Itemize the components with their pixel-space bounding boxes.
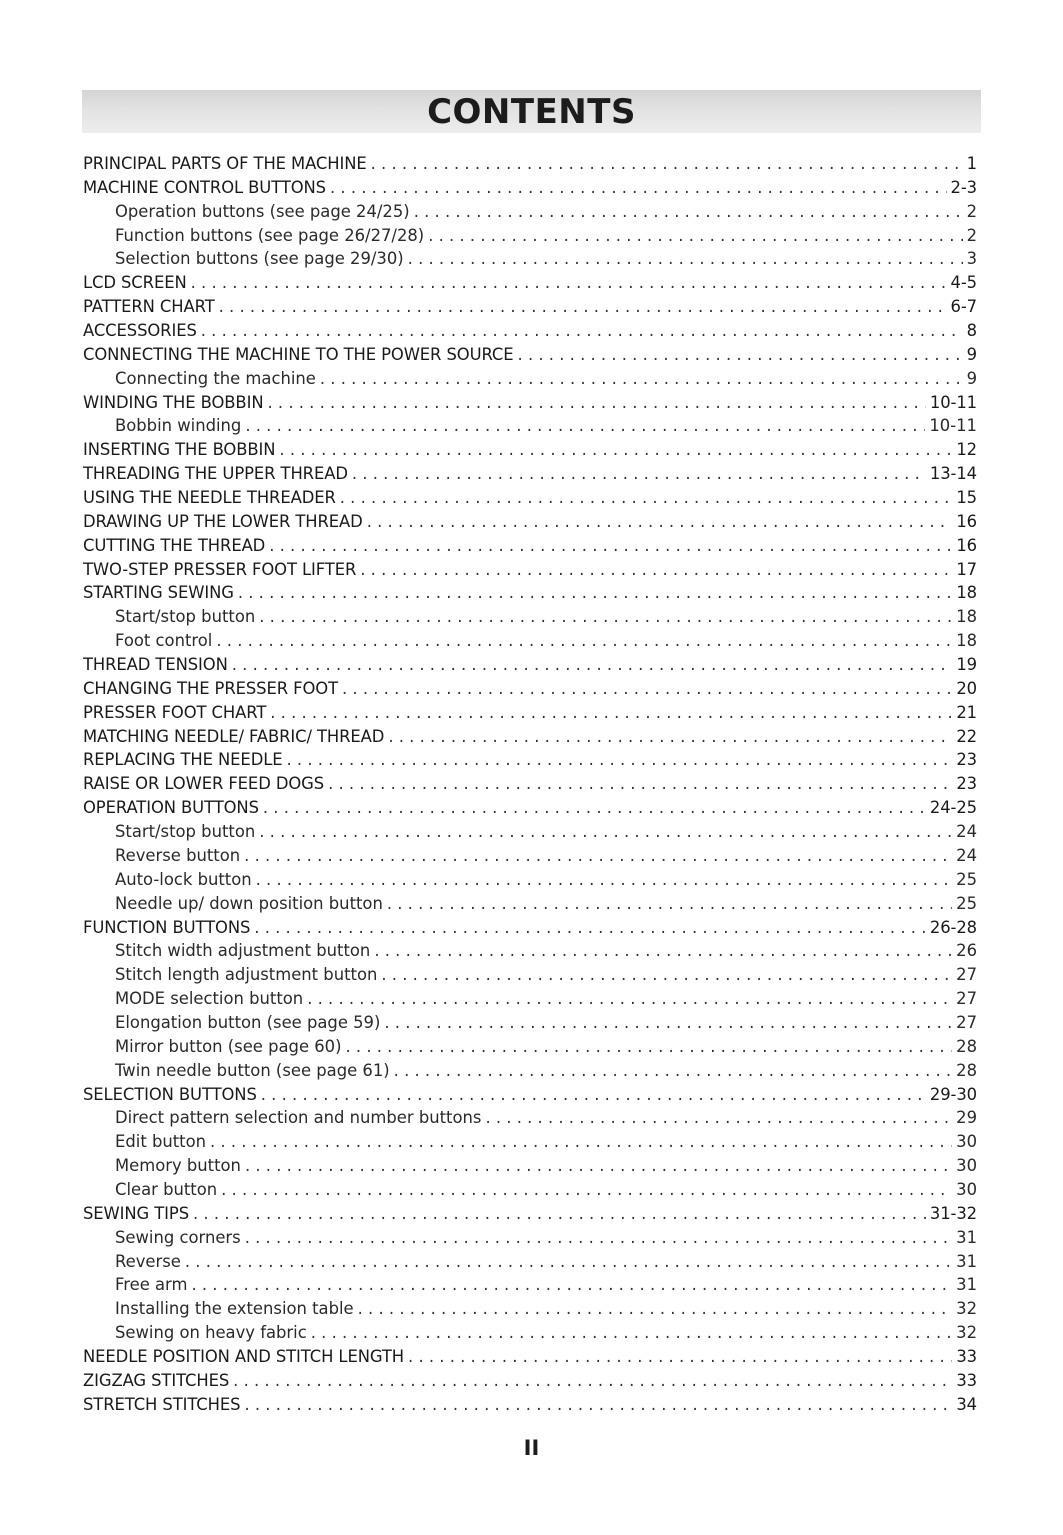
toc-dot-leader bbox=[279, 438, 952, 462]
toc-entry-label: Auto-lock button bbox=[115, 869, 252, 889]
toc-entry-page: 18 bbox=[956, 583, 977, 603]
toc-entry-label: Start/stop button bbox=[115, 607, 256, 627]
toc-entry-page: 26 bbox=[956, 941, 977, 961]
toc-dot-leader bbox=[232, 653, 953, 677]
toc-dot-leader bbox=[381, 963, 952, 987]
toc-entry-label: Memory button bbox=[115, 1156, 241, 1176]
toc-dot-leader bbox=[345, 1035, 952, 1059]
toc-section-entry bbox=[83, 725, 977, 749]
toc-subsection-entry bbox=[83, 1035, 977, 1059]
toc-entry-label: Mirror button (see page 60) bbox=[115, 1036, 342, 1056]
toc-entry-label: ZIGZAG STITCHES bbox=[83, 1370, 230, 1390]
toc-subsection-entry bbox=[83, 892, 977, 916]
toc-entry-page: 29-30 bbox=[929, 1084, 977, 1104]
toc-entry-label: NEEDLE POSITION AND STITCH LENGTH bbox=[83, 1346, 405, 1366]
toc-entry-page: 32 bbox=[956, 1299, 977, 1319]
toc-entry-label: Installing the extension table bbox=[115, 1299, 354, 1319]
toc-entry-label: Elongation button (see page 59) bbox=[115, 1012, 381, 1032]
toc-entry-page: 24 bbox=[956, 822, 977, 842]
toc-entry-page: 2-3 bbox=[950, 177, 977, 197]
toc-entry-label: INSERTING THE BOBBIN bbox=[83, 440, 276, 460]
toc-section-entry bbox=[83, 462, 977, 486]
toc-entry-page: 2 bbox=[966, 225, 977, 245]
toc-subsection-entry bbox=[83, 247, 977, 271]
toc-entry-page: 29 bbox=[956, 1108, 977, 1128]
toc-dot-leader bbox=[307, 987, 952, 1011]
toc-dot-leader bbox=[191, 1273, 952, 1297]
toc-subsection-entry bbox=[83, 1250, 977, 1274]
toc-dot-leader bbox=[320, 367, 963, 391]
toc-dot-leader bbox=[201, 319, 963, 343]
toc-section-entry bbox=[83, 916, 977, 940]
toc-entry-label: STARTING SEWING bbox=[83, 583, 234, 603]
toc-entry-label: WINDING THE BOBBIN bbox=[83, 392, 264, 412]
toc-entry-label: LCD SCREEN bbox=[83, 273, 187, 293]
toc-entry-page: 20 bbox=[956, 678, 977, 698]
toc-section-entry bbox=[83, 1345, 977, 1369]
toc-entry-page: 21 bbox=[956, 702, 977, 722]
toc-entry-label: SEWING TIPS bbox=[83, 1203, 190, 1223]
toc-entry-label: Clear button bbox=[115, 1179, 218, 1199]
toc-subsection-entry bbox=[83, 1130, 977, 1154]
toc-dot-leader bbox=[358, 1297, 953, 1321]
toc-dot-leader bbox=[342, 677, 952, 701]
toc-entry-page: 23 bbox=[956, 750, 977, 770]
toc-dot-leader bbox=[261, 1083, 926, 1107]
toc-section-entry bbox=[83, 748, 977, 772]
toc-dot-leader bbox=[287, 748, 953, 772]
toc-dot-leader bbox=[259, 820, 952, 844]
toc-subsection-entry bbox=[83, 414, 977, 438]
toc-entry-page: 27 bbox=[956, 1012, 977, 1032]
toc-entry-page: 22 bbox=[956, 726, 977, 746]
toc-entry-page: 13-14 bbox=[929, 464, 977, 484]
toc-entry-label: REPLACING THE NEEDLE bbox=[83, 750, 283, 770]
toc-entry-label: Connecting the machine bbox=[115, 368, 316, 388]
toc-section-entry bbox=[83, 653, 977, 677]
toc-subsection-entry bbox=[83, 868, 977, 892]
toc-entry-page: 19 bbox=[956, 655, 977, 675]
toc-entry-page: 34 bbox=[956, 1394, 977, 1414]
toc-dot-leader bbox=[428, 224, 962, 248]
toc-entry-label: MODE selection button bbox=[115, 989, 304, 1009]
toc-subsection-entry bbox=[83, 1059, 977, 1083]
toc-entry-page: 4-5 bbox=[950, 273, 977, 293]
toc-entry-label: Operation buttons (see page 24/25) bbox=[115, 201, 410, 221]
toc-entry-label: Twin needle button (see page 61) bbox=[115, 1060, 390, 1080]
toc-entry-page: 25 bbox=[956, 893, 977, 913]
toc-dot-leader bbox=[270, 701, 952, 725]
toc-entry-label: Stitch length adjustment button bbox=[115, 965, 378, 985]
toc-entry-page: 3 bbox=[966, 249, 977, 269]
toc-entry-label: Bobbin winding bbox=[115, 416, 242, 436]
toc-entry-page: 25 bbox=[956, 869, 977, 889]
toc-entry-page: 33 bbox=[956, 1346, 977, 1366]
page-title: CONTENTS bbox=[427, 92, 636, 132]
toc-subsection-entry bbox=[83, 367, 977, 391]
toc-entry-label: Stitch width adjustment button bbox=[115, 941, 371, 961]
toc-dot-leader bbox=[254, 916, 926, 940]
toc-entry-label: Edit button bbox=[115, 1132, 207, 1152]
toc-entry-page: 6-7 bbox=[950, 297, 977, 317]
toc-entry-label: FUNCTION BUTTONS bbox=[83, 917, 251, 937]
toc-dot-leader bbox=[244, 1393, 952, 1417]
toc-section-entry bbox=[83, 701, 977, 725]
toc-entry-page: 31 bbox=[956, 1275, 977, 1295]
toc-dot-leader bbox=[191, 271, 947, 295]
toc-entry-label: THREAD TENSION bbox=[83, 655, 228, 675]
toc-entry-page: 10-11 bbox=[929, 392, 977, 412]
toc-entry-label: Function buttons (see page 26/27/28) bbox=[115, 225, 425, 245]
toc-entry-label: Needle up/ down position button bbox=[115, 893, 383, 913]
toc-entry-label: Start/stop button bbox=[115, 822, 256, 842]
toc-entry-page: 26-28 bbox=[929, 917, 977, 937]
toc-section-entry bbox=[83, 772, 977, 796]
toc-entry-label: MATCHING NEEDLE/ FABRIC/ THREAD bbox=[83, 726, 385, 746]
toc-dot-leader bbox=[384, 1011, 952, 1035]
toc-dot-leader bbox=[245, 1226, 952, 1250]
toc-dot-leader bbox=[371, 152, 963, 176]
toc-dot-leader bbox=[340, 486, 953, 510]
toc-entry-page: 8 bbox=[966, 321, 977, 341]
toc-entry-label: PRINCIPAL PARTS OF THE MACHINE bbox=[83, 154, 367, 173]
toc-section-entry bbox=[83, 438, 977, 462]
toc-entry-label: Sewing corners bbox=[115, 1227, 241, 1247]
toc-entry-page: 30 bbox=[956, 1156, 977, 1176]
toc-dot-leader bbox=[328, 772, 952, 796]
toc-dot-leader bbox=[256, 868, 953, 892]
toc-section-entry bbox=[83, 391, 977, 415]
toc-entry-label: Sewing on heavy fabric bbox=[115, 1323, 307, 1343]
toc-subsection-entry bbox=[83, 844, 977, 868]
toc-entry-page: 28 bbox=[956, 1036, 977, 1056]
toc-subsection-entry bbox=[83, 820, 977, 844]
toc-dot-leader bbox=[408, 1345, 952, 1369]
toc-dot-leader bbox=[330, 176, 947, 200]
toc-entry-page: 9 bbox=[966, 368, 977, 388]
toc-dot-leader bbox=[245, 1154, 952, 1178]
toc-dot-leader bbox=[185, 1250, 952, 1274]
toc-subsection-entry bbox=[83, 1273, 977, 1297]
toc-entry-page: 23 bbox=[956, 774, 977, 794]
toc-section-entry bbox=[83, 319, 977, 343]
toc-subsection-entry bbox=[83, 963, 977, 987]
toc-section-entry bbox=[83, 1393, 977, 1417]
toc-subsection-entry bbox=[83, 224, 977, 248]
toc-entry-page: 24 bbox=[956, 845, 977, 865]
toc-dot-leader bbox=[485, 1106, 952, 1130]
toc-entry-label: USING THE NEEDLE THREADER bbox=[83, 488, 336, 508]
toc-dot-leader bbox=[367, 510, 953, 534]
toc-entry-label: RAISE OR LOWER FEED DOGS bbox=[83, 774, 325, 794]
toc-entry-label: Selection buttons (see page 29/30) bbox=[115, 249, 404, 269]
toc-section-entry bbox=[83, 271, 977, 295]
toc-section-entry bbox=[83, 1202, 977, 1226]
toc-dot-leader bbox=[259, 605, 952, 629]
toc-section-entry bbox=[83, 581, 977, 605]
toc-dot-leader bbox=[394, 1059, 952, 1083]
toc-entry-page: 28 bbox=[956, 1060, 977, 1080]
toc-dot-leader bbox=[518, 343, 963, 367]
toc-section-entry bbox=[83, 1369, 977, 1393]
toc-entry-page: 1 bbox=[966, 154, 977, 173]
toc-entry-page: 16 bbox=[956, 511, 977, 531]
toc-dot-leader bbox=[210, 1130, 952, 1154]
toc-dot-leader bbox=[193, 1202, 926, 1226]
toc-section-entry bbox=[83, 152, 977, 176]
toc-section-entry bbox=[83, 677, 977, 701]
table-of-contents bbox=[83, 152, 977, 1417]
toc-entry-page: 10-11 bbox=[929, 416, 977, 436]
toc-subsection-entry bbox=[83, 1106, 977, 1130]
toc-entry-label: PATTERN CHART bbox=[83, 297, 215, 317]
toc-entry-page: 30 bbox=[956, 1179, 977, 1199]
toc-dot-leader bbox=[408, 247, 963, 271]
toc-entry-page: 30 bbox=[956, 1132, 977, 1152]
toc-dot-leader bbox=[360, 558, 952, 582]
toc-subsection-entry bbox=[83, 1321, 977, 1345]
toc-section-entry bbox=[83, 510, 977, 534]
toc-entry-page: 17 bbox=[956, 559, 977, 579]
toc-entry-label: THREADING THE UPPER THREAD bbox=[83, 464, 348, 484]
toc-entry-page: 33 bbox=[956, 1370, 977, 1390]
toc-dot-leader bbox=[219, 295, 947, 319]
toc-entry-page: 24-25 bbox=[929, 798, 977, 818]
toc-subsection-entry bbox=[83, 1178, 977, 1202]
toc-entry-label: ACCESSORIES bbox=[83, 321, 197, 341]
toc-entry-label: PRESSER FOOT CHART bbox=[83, 702, 267, 722]
toc-entry-label: CHANGING THE PRESSER FOOT bbox=[83, 678, 338, 698]
toc-section-entry bbox=[83, 1083, 977, 1107]
toc-dot-leader bbox=[221, 1178, 952, 1202]
toc-dot-leader bbox=[267, 391, 925, 415]
toc-section-entry bbox=[83, 534, 977, 558]
toc-entry-label: Reverse button bbox=[115, 845, 241, 865]
toc-dot-leader bbox=[216, 629, 952, 653]
toc-entry-label: TWO-STEP PRESSER FOOT LIFTER bbox=[83, 559, 357, 579]
toc-subsection-entry bbox=[83, 1297, 977, 1321]
toc-entry-page: 27 bbox=[956, 965, 977, 985]
toc-dot-leader bbox=[263, 796, 926, 820]
toc-subsection-entry bbox=[83, 1154, 977, 1178]
toc-dot-leader bbox=[311, 1321, 952, 1345]
toc-entry-page: 9 bbox=[966, 344, 977, 364]
toc-entry-page: 27 bbox=[956, 989, 977, 1009]
toc-entry-label: Direct pattern selection and number buttons bbox=[115, 1108, 482, 1128]
toc-entry-label: DRAWING UP THE LOWER THREAD bbox=[83, 511, 363, 531]
toc-entry-label: Free arm bbox=[115, 1275, 188, 1295]
toc-dot-leader bbox=[238, 581, 952, 605]
toc-subsection-entry bbox=[83, 605, 977, 629]
toc-dot-leader bbox=[388, 725, 952, 749]
toc-entry-label: OPERATION BUTTONS bbox=[83, 798, 259, 818]
toc-dot-leader bbox=[374, 939, 952, 963]
toc-subsection-entry bbox=[83, 200, 977, 224]
toc-section-entry bbox=[83, 486, 977, 510]
toc-subsection-entry bbox=[83, 987, 977, 1011]
toc-section-entry bbox=[83, 176, 977, 200]
toc-entry-page: 2 bbox=[966, 201, 977, 221]
toc-subsection-entry bbox=[83, 1226, 977, 1250]
toc-entry-page: 31 bbox=[956, 1251, 977, 1271]
toc-section-entry bbox=[83, 343, 977, 367]
page-number: II bbox=[523, 1436, 540, 1460]
toc-entry-page: 31-32 bbox=[929, 1203, 977, 1223]
toc-dot-leader bbox=[414, 200, 963, 224]
toc-entry-label: CONNECTING THE MACHINE TO THE POWER SOURCE bbox=[83, 344, 514, 364]
toc-entry-page: 31 bbox=[956, 1227, 977, 1247]
toc-entry-page: 18 bbox=[956, 631, 977, 651]
toc-entry-page: 32 bbox=[956, 1323, 977, 1343]
toc-entry-label: SELECTION BUTTONS bbox=[83, 1084, 257, 1104]
toc-subsection-entry bbox=[83, 1011, 977, 1035]
toc-entry-label: STRETCH STITCHES bbox=[83, 1394, 241, 1414]
toc-section-entry bbox=[83, 295, 977, 319]
toc-dot-leader bbox=[352, 462, 926, 486]
toc-entry-label: CUTTING THE THREAD bbox=[83, 535, 266, 555]
toc-dot-leader bbox=[269, 534, 952, 558]
toc-dot-leader bbox=[233, 1369, 952, 1393]
toc-entry-page: 18 bbox=[956, 607, 977, 627]
toc-dot-leader bbox=[244, 844, 952, 868]
toc-entry-page: 16 bbox=[956, 535, 977, 555]
toc-subsection-entry bbox=[83, 629, 977, 653]
toc-section-entry bbox=[83, 558, 977, 582]
toc-entry-page: 15 bbox=[956, 488, 977, 508]
toc-entry-label: Reverse bbox=[115, 1251, 181, 1271]
toc-entry-label: Foot control bbox=[115, 631, 213, 651]
toc-dot-leader bbox=[387, 892, 952, 916]
toc-section-entry bbox=[83, 796, 977, 820]
title-bar bbox=[82, 90, 981, 133]
toc-dot-leader bbox=[245, 414, 925, 438]
toc-entry-label: MACHINE CONTROL BUTTONS bbox=[83, 177, 326, 197]
toc-entry-page: 12 bbox=[956, 440, 977, 460]
toc-subsection-entry bbox=[83, 939, 977, 963]
